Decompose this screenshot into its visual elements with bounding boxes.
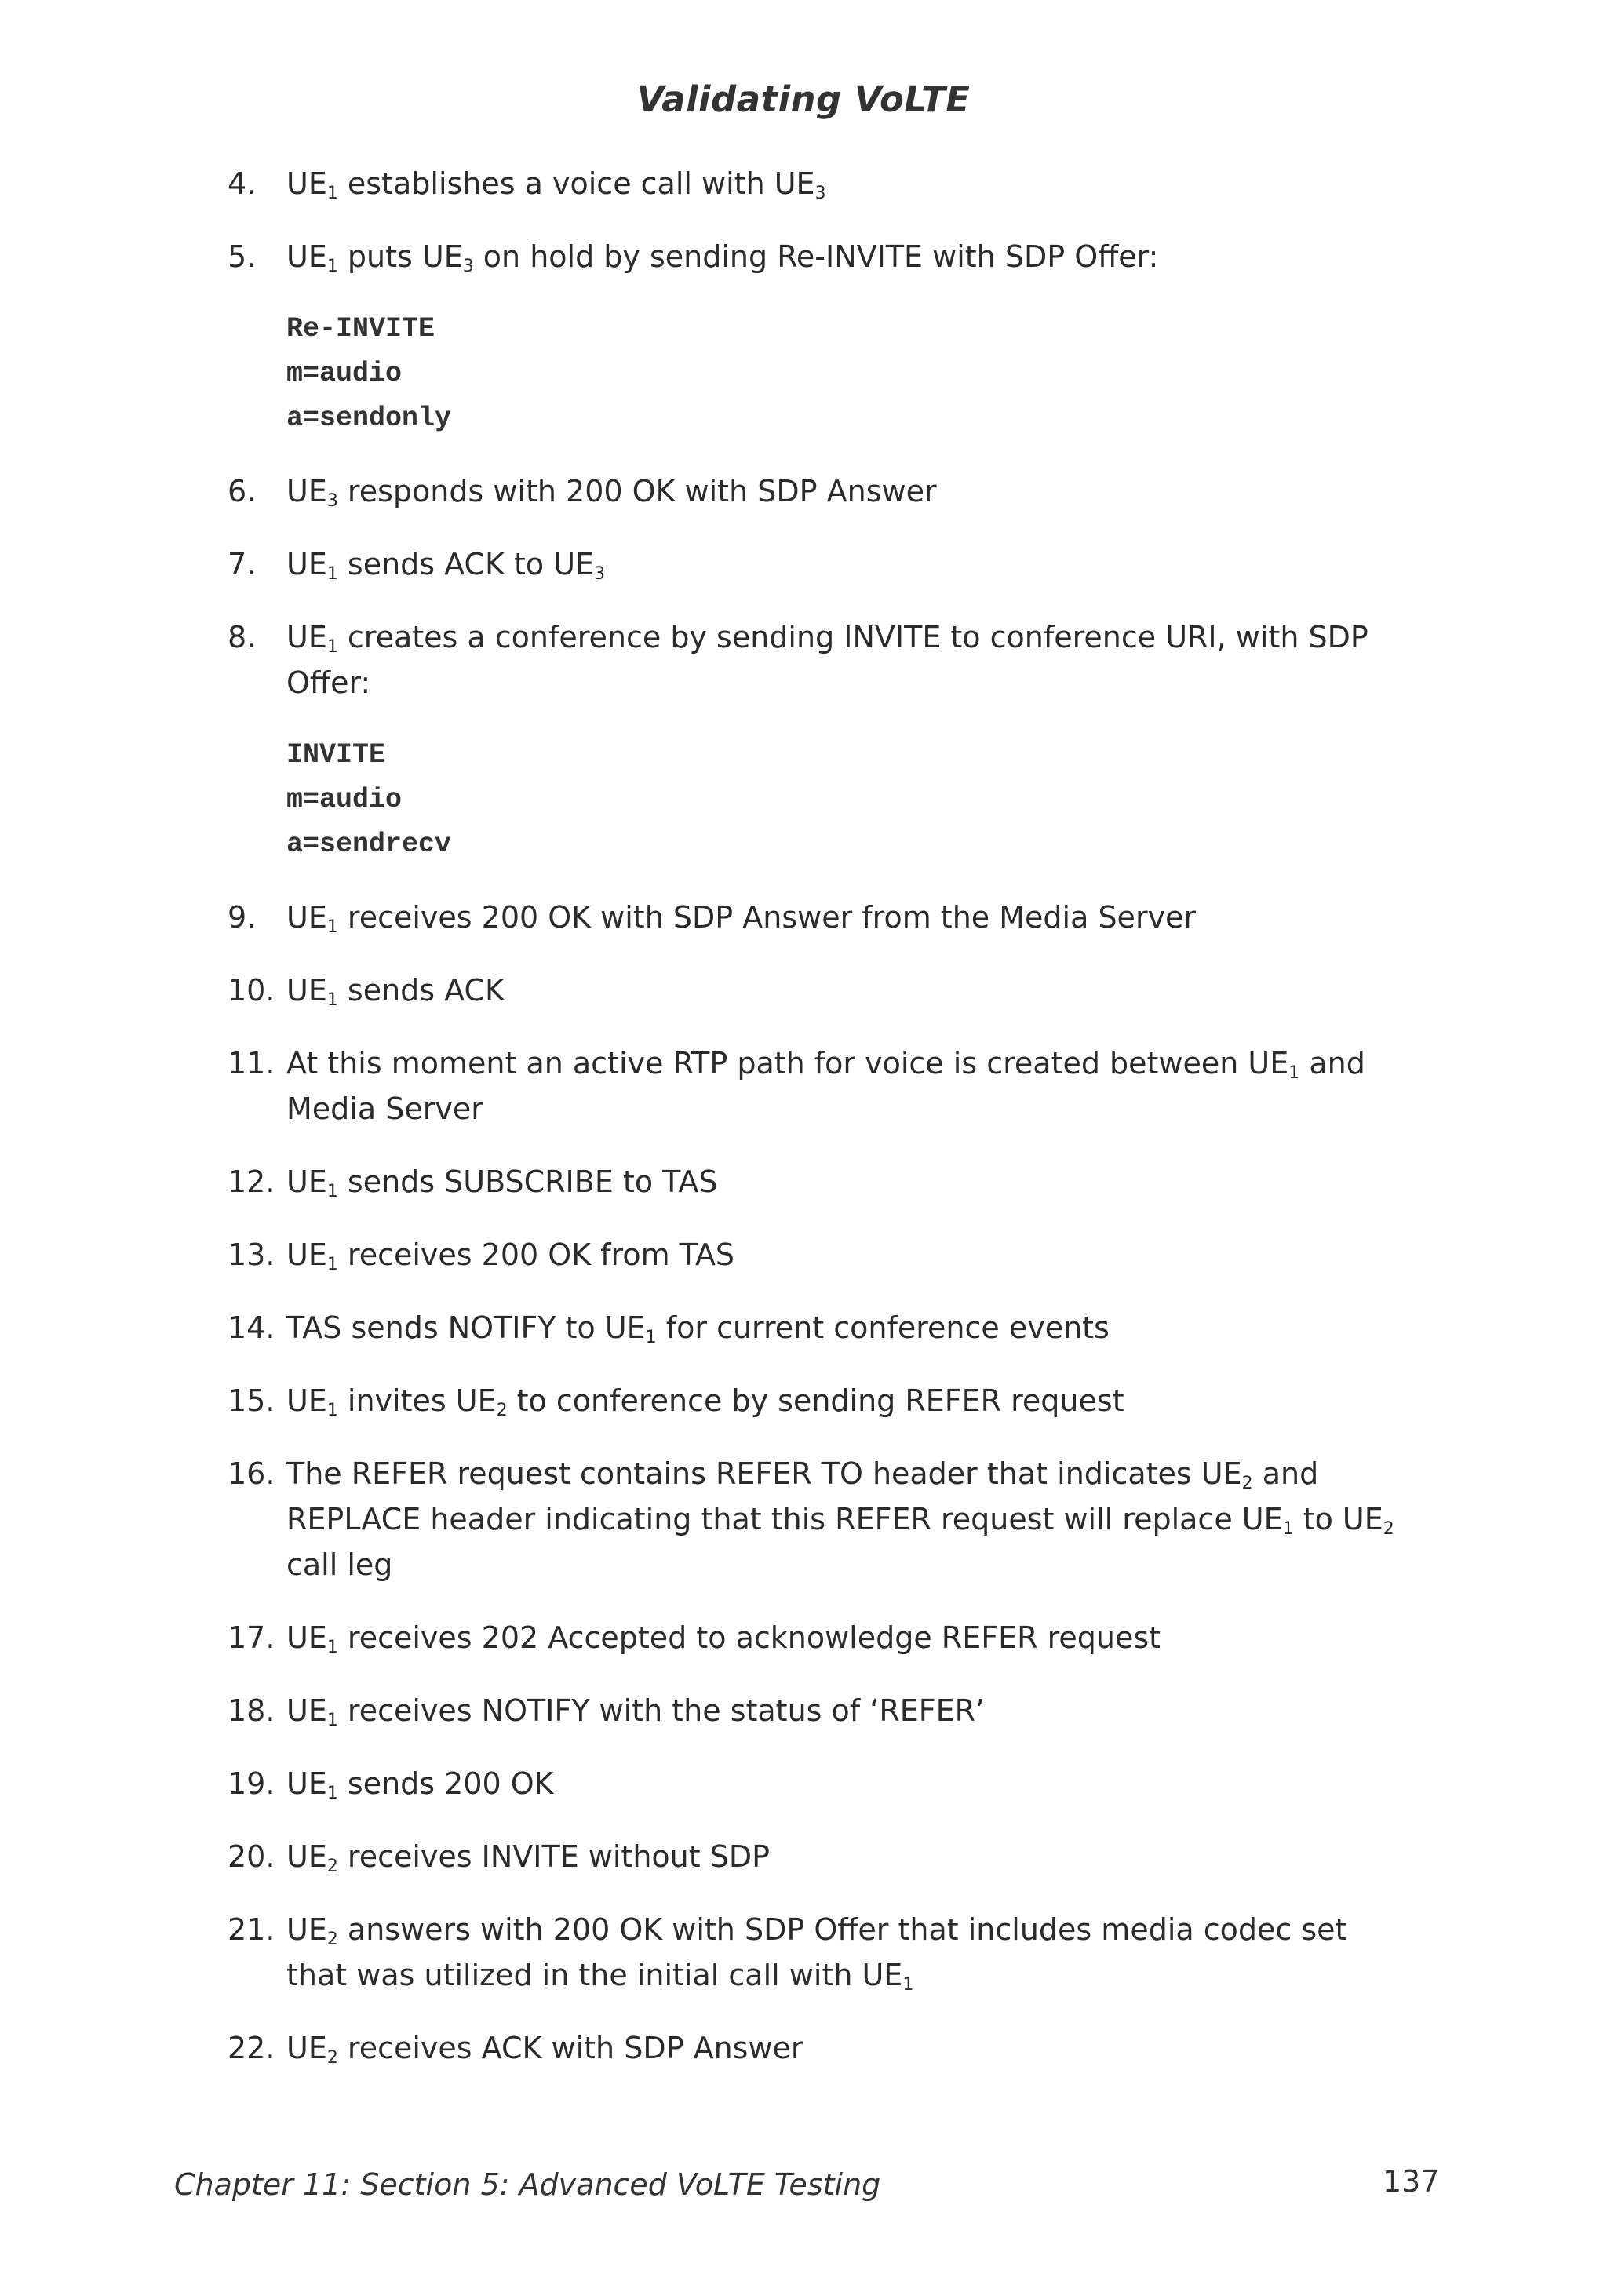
step-item <box>228 1451 1405 1587</box>
step-number: 13. <box>228 1237 275 1272</box>
step-text: $UE_1$ receives 200 OK with SDP Answer from the Media Server <box>286 900 1197 937</box>
step-text: $UE_1$ sends ACK <box>286 973 505 1010</box>
step-text: $UE_2$ answers with 200 OK with SDP Offer that includes media codec set that was utilized in the initial call with $UE_1$ <box>286 1912 1347 1995</box>
step-number: 16. <box>228 1456 275 1491</box>
step-number: 4. <box>228 166 257 201</box>
step-item <box>228 468 1405 514</box>
step-number: 18. <box>228 1693 275 1728</box>
step-number: 21. <box>228 1912 275 1947</box>
page-number: 137 <box>1383 2164 1440 2199</box>
step-text: TAS sends NOTIFY to $UE_1$ for current conference events <box>286 1310 1110 1347</box>
step-number: 6. <box>228 474 257 508</box>
step-item <box>228 1615 1405 1660</box>
step-text: $UE_1$ establishes a voice call with $UE_3$ <box>286 166 826 203</box>
step-number: 12. <box>228 1164 275 1199</box>
step-item <box>228 1159 1405 1204</box>
sdp-code-block <box>286 307 1405 441</box>
code-line: m=audio <box>286 358 403 389</box>
step-number: 17. <box>228 1620 275 1655</box>
step-number: 9. <box>228 900 257 935</box>
step-text: $UE_1$ sends 200 OK <box>286 1766 554 1803</box>
step-item <box>228 1232 1405 1277</box>
step-item <box>228 541 1405 587</box>
step-number: 20. <box>228 1839 275 1874</box>
step-item <box>228 1761 1405 1806</box>
step-item <box>228 1688 1405 1733</box>
step-item <box>228 1907 1405 1998</box>
step-item <box>228 968 1405 1013</box>
step-item <box>228 1040 1405 1132</box>
step-item <box>228 234 1405 279</box>
step-number: 19. <box>228 1766 275 1801</box>
step-item <box>228 614 1405 705</box>
step-number: 22. <box>228 2031 275 2065</box>
sdp-code-block <box>286 733 1405 867</box>
step-text: $UE_1$ receives NOTIFY with the status of ‘REFER’ <box>286 1693 986 1730</box>
step-item <box>228 161 1405 206</box>
numbered-step-list <box>228 161 1405 2098</box>
code-line: m=audio <box>286 784 403 815</box>
running-head-title: Validating VoLTE <box>636 78 971 120</box>
step-text: $UE_1$ invites $UE_2$ to conference by sending REFER request <box>286 1383 1124 1420</box>
step-text: $UE_1$ creates a conference by sending INVITE to conference URI, with SDP Offer: <box>286 620 1368 700</box>
step-number: 8. <box>228 620 257 654</box>
step-number: 5. <box>228 239 257 274</box>
step-number: 7. <box>228 547 257 581</box>
step-number: 10. <box>228 973 275 1008</box>
step-number: 14. <box>228 1310 275 1345</box>
step-item <box>228 1834 1405 1879</box>
step-item <box>228 1378 1405 1423</box>
step-text: $UE_3$ responds with 200 OK with SDP Answer <box>286 474 937 511</box>
step-text: $UE_1$ sends SUBSCRIBE to TAS <box>286 1164 718 1201</box>
step-text: $UE_1$ receives 200 OK from TAS <box>286 1237 735 1274</box>
code-line: Re-INVITE <box>286 313 435 344</box>
code-line: INVITE <box>286 739 386 771</box>
step-item <box>228 2025 1405 2071</box>
step-text: $UE_1$ sends ACK to $UE_3$ <box>286 547 606 584</box>
step-text: $UE_1$ receives 202 Accepted to acknowledge REFER request <box>286 1620 1161 1657</box>
code-line: a=sendrecv <box>286 829 452 860</box>
footer-chapter-title: Chapter 11: Section 5: Advanced VoLTE Testing <box>174 2167 881 2202</box>
step-text: The REFER request contains REFER TO header that indicates $UE_2$ and REPLACE header indicating that this REFER request will replace $UE_1$ to $UE_2$ call leg <box>286 1456 1394 1582</box>
step-text: $UE_2$ receives ACK with SDP Answer <box>286 2031 804 2068</box>
step-number: 11. <box>228 1046 275 1081</box>
step-item <box>228 1305 1405 1350</box>
code-line: a=sendonly <box>286 403 452 434</box>
step-text: $UE_2$ receives INVITE without SDP <box>286 1839 771 1876</box>
step-text: $UE_1$ puts $UE_3$ on hold by sending Re-INVITE with SDP Offer: <box>286 239 1159 276</box>
step-item <box>228 895 1405 940</box>
step-text: At this moment an active RTP path for voice is created between $UE_1$ and Media Server <box>286 1046 1365 1126</box>
step-number: 15. <box>228 1383 275 1418</box>
